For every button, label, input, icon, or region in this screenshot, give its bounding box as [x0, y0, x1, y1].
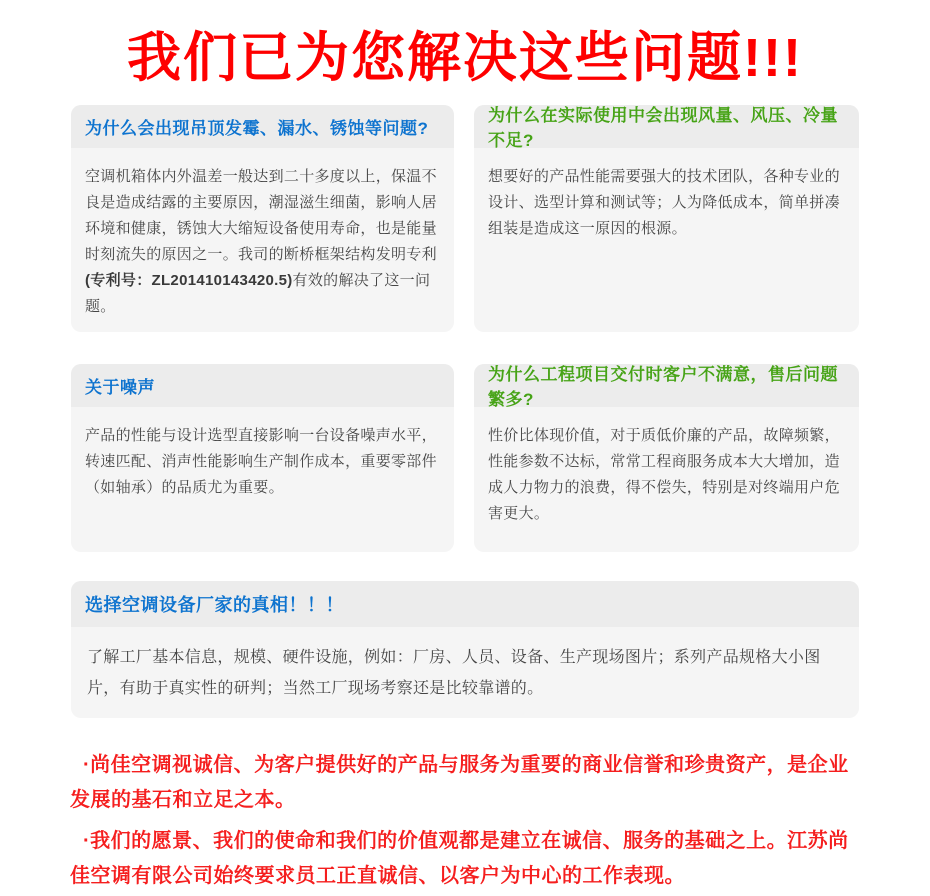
- card-heading: 为什么在实际使用中会出现风量、风压、冷量不足?: [474, 105, 859, 148]
- card-body: 了解工厂基本信息，规模、硬件设施，例如：厂房、人员、设备、生产现场图片；系列产品规格大小图片，有助于真实性的研判；当然工厂现场考察还是比较靠谱的。: [87, 648, 821, 697]
- card-heading: 为什么会出现吊顶发霉、漏水、锈蚀等问题?: [71, 105, 454, 148]
- card-airflow-pressure: [474, 105, 859, 332]
- card-noise: [71, 364, 454, 552]
- card-body-text: 空调机箱体内外温差一般达到二十多度以上，保温不良是造成结露的主要原因，潮湿滋生细菌，影响人居环境和健康，锈蚀大大缩短设备使用寿命，也是能量时刻流失的原因之一。我司的断桥框架结构发明专利: [85, 167, 437, 263]
- card-heading: 关于噪声: [71, 364, 454, 407]
- card-aftersales: [474, 364, 859, 552]
- footer-notes: [70, 748, 860, 894]
- card-body: 产品的性能与设计选型直接影响一台设备噪声水平，转速匹配、消声性能影响生产制作成本，重要零部件（如轴承）的品质尤为重要。: [85, 426, 437, 496]
- card-body: 性价比体现价值，对于质低价廉的产品，故障频繁，性能参数不达标，常常工程商服务成本大大增加，造成人力物力的浪费，得不偿失，特别是对终端用户危害更大。: [488, 426, 840, 522]
- card-mold-leak-rust: [71, 105, 454, 332]
- card-heading: 为什么工程项目交付时客户不满意，售后问题繁多?: [474, 364, 859, 407]
- footer-note-integrity: ·尚佳空调视诚信、为客户提供好的产品与服务为重要的商业信誉和珍贵资产，是企业发展的基石和立足之本。: [70, 753, 849, 811]
- card-body: 想要好的产品性能需要强大的技术团队，各种专业的设计、选型计算和测试等；人为降低成本，简单拼凑组装是造成这一原因的根源。: [488, 167, 840, 237]
- footer-note-vision: ·我们的愿景、我们的使命和我们的价值观都是建立在诚信、服务的基础之上。江苏尚佳空调有限公司始终要求员工正直诚信、以客户为中心的工作表现。: [70, 829, 849, 887]
- qa-card-grid: [71, 105, 859, 552]
- card-factory-truth: [71, 581, 859, 718]
- card-body: [71, 148, 454, 332]
- card-body-text: 有效的解决了这一问题。: [85, 271, 431, 315]
- page-title: 我们已为您解决这些问题!!!: [127, 28, 803, 88]
- patent-number: (专利号：ZL201410143420.5): [85, 271, 293, 289]
- card-heading: 选择空调设备厂家的真相！！！: [71, 581, 859, 627]
